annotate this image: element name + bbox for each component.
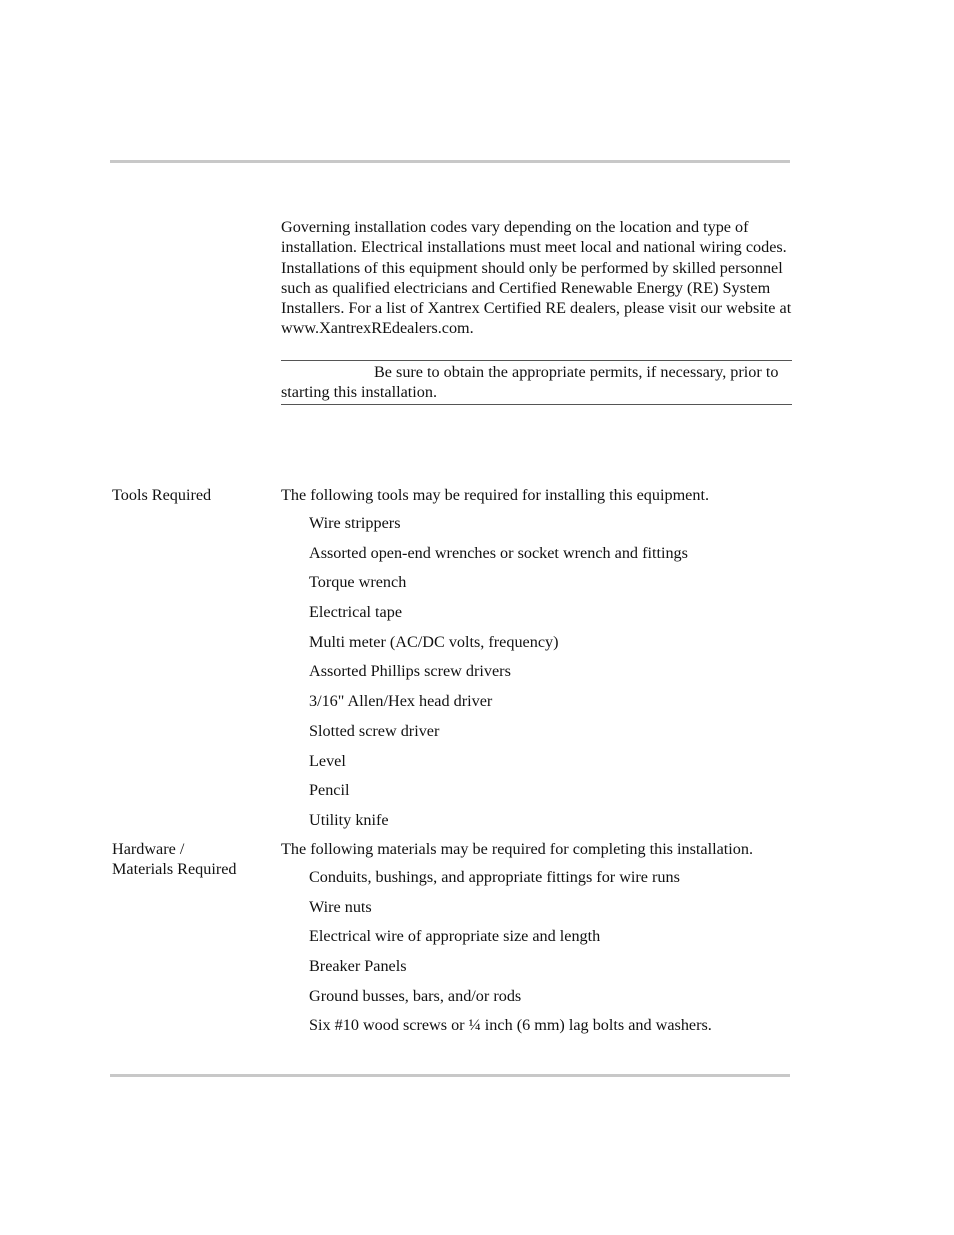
- list-item: Breaker Panels: [309, 957, 407, 976]
- list-item: 3/16" Allen/Hex head driver: [309, 692, 493, 711]
- list-item: Electrical tape: [309, 603, 403, 622]
- materials-list: [309, 867, 789, 1045]
- materials-label-line1: Hardware /: [112, 840, 185, 858]
- tools-list: [309, 513, 789, 840]
- list-item: Assorted Phillips screw drivers: [309, 662, 511, 681]
- list-item: Level: [309, 751, 346, 770]
- list-item: Conduits, bushings, and appropriate fittings for wire runs: [309, 868, 680, 886]
- list-item: Slotted screw driver: [309, 721, 440, 740]
- list-item: Wire nuts: [309, 897, 372, 916]
- header-rule: [110, 160, 790, 163]
- permits-note: [281, 360, 792, 405]
- permits-note-text: Be sure to obtain the appropriate permits, if necessary, prior to starting this installation.: [281, 363, 779, 402]
- list-item: Ground busses, bars, and/or rods: [309, 986, 522, 1005]
- tools-required-label: Tools Required: [112, 486, 212, 504]
- list-item: Assorted open-end wrenches or socket wrench and fittings: [309, 543, 688, 562]
- list-item: Electrical wire of appropriate size and length: [309, 927, 601, 946]
- tools-required-lead: The following tools may be required for installing this equipment.: [281, 486, 709, 504]
- list-item: Multi meter (AC/DC volts, frequency): [309, 632, 559, 651]
- list-item: Utility knife: [309, 810, 389, 829]
- list-item: Pencil: [309, 781, 350, 800]
- materials-required-label: [112, 839, 272, 880]
- footer-rule: [110, 1074, 790, 1077]
- installation-codes-paragraph: Governing installation codes vary depending on the location and type of installation. Electrical installations must meet local and national wiring codes. Installations of this equipment should only be performed by skilled personnel such as qualified electricians and Certified Renewable Energy (RE) System Installers. For a list of Xantrex Certified RE dealers, please visit our website at www.XantrexREdealers.com.: [281, 218, 792, 338]
- list-item: Torque wrench: [309, 573, 407, 592]
- materials-required-lead: The following materials may be required for completing this installation.: [281, 840, 754, 858]
- list-item: Wire strippers: [309, 514, 401, 532]
- materials-label-line2: Materials Required: [112, 860, 237, 879]
- list-item: Six #10 wood screws or ¼ inch (6 mm) lag bolts and washers.: [309, 1016, 712, 1035]
